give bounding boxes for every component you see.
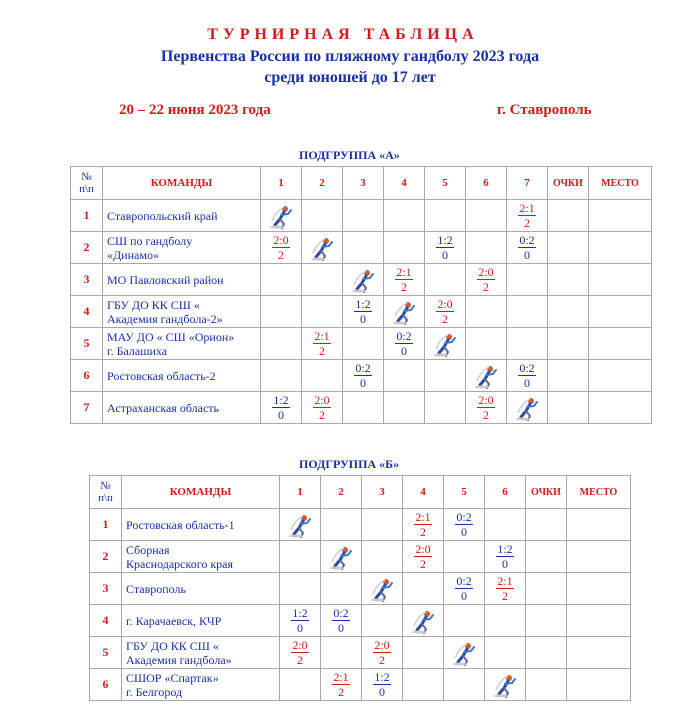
match-score — [354, 361, 371, 390]
match-score-value: 2:1 — [396, 264, 412, 279]
team-name — [103, 200, 261, 232]
team-name-line: СШОР «Спартак» — [126, 670, 219, 685]
match-result-cell — [403, 509, 444, 541]
self-match-cell — [261, 200, 302, 232]
empty-cell — [362, 509, 403, 541]
match-score-value: 0:2 — [333, 605, 349, 620]
match-score — [455, 510, 472, 539]
match-score-value: 2:1 — [314, 328, 330, 343]
match-points-value: 0 — [401, 343, 407, 358]
team-name — [122, 605, 280, 637]
row-number: 2 — [71, 232, 103, 264]
row-number: 1 — [71, 200, 103, 232]
place-cell — [589, 360, 652, 392]
team-name — [103, 392, 261, 424]
column-header-teams: КОМАНДЫ — [122, 476, 280, 509]
place-cell — [589, 200, 652, 232]
match-points-value: 2 — [319, 343, 325, 358]
team-name — [103, 232, 261, 264]
table-row — [90, 541, 631, 573]
self-match-cell — [466, 360, 507, 392]
column-header-points: ОЧКИ — [526, 476, 567, 509]
empty-cell — [280, 669, 321, 701]
row-number: 3 — [90, 573, 122, 605]
match-result-cell — [485, 541, 526, 573]
match-score-value: 2:0 — [437, 296, 453, 311]
team-name-line: Ставропольский край — [107, 208, 218, 223]
match-score-value: 1:2 — [273, 392, 289, 407]
table-row — [71, 392, 652, 424]
self-match-cell — [362, 573, 403, 605]
team-name-line: Ростовская область-2 — [107, 368, 216, 383]
column-header-place: МЕСТО — [589, 167, 652, 200]
team-name-line: МО Павловский район — [107, 272, 224, 287]
column-header-number-line2: п\п — [79, 183, 94, 195]
team-name-line: г. Балашиха — [107, 343, 168, 358]
self-match-cell — [302, 232, 343, 264]
match-result-cell — [261, 232, 302, 264]
empty-cell — [302, 200, 343, 232]
match-score — [272, 393, 289, 422]
place-cell — [567, 605, 631, 637]
row-number: 1 — [90, 509, 122, 541]
self-match-cell — [485, 669, 526, 701]
empty-cell — [302, 264, 343, 296]
match-result-cell — [343, 360, 384, 392]
empty-cell — [302, 360, 343, 392]
empty-cell — [343, 328, 384, 360]
match-score-value: 0:2 — [456, 509, 472, 524]
empty-cell — [261, 296, 302, 328]
match-points-value: 2 — [420, 556, 426, 571]
match-points-value: 2 — [338, 684, 344, 699]
handball-player-icon — [432, 331, 458, 357]
team-name — [122, 509, 280, 541]
points-cell — [548, 296, 589, 328]
team-name — [103, 264, 261, 296]
empty-cell — [384, 392, 425, 424]
team-name — [122, 541, 280, 573]
match-score — [291, 606, 308, 635]
empty-cell — [403, 573, 444, 605]
handball-player-icon — [309, 235, 335, 261]
empty-cell — [321, 637, 362, 669]
match-points-value: 0 — [360, 375, 366, 390]
city: г. Ставрополь — [497, 102, 592, 118]
row-number: 7 — [71, 392, 103, 424]
table-row — [90, 509, 631, 541]
match-score-value: 2:0 — [314, 392, 330, 407]
match-points-value: 0 — [278, 407, 284, 422]
match-score — [455, 574, 472, 603]
match-points-value: 2 — [483, 407, 489, 422]
empty-cell — [343, 200, 384, 232]
row-number: 5 — [71, 328, 103, 360]
match-score-value: 2:1 — [519, 200, 535, 215]
match-result-cell — [425, 232, 466, 264]
team-name-line: ГБУ ДО КК СШ « — [126, 638, 219, 653]
empty-cell — [343, 232, 384, 264]
match-points-value: 0 — [524, 247, 530, 262]
handball-player-icon — [350, 267, 376, 293]
table-row — [90, 605, 631, 637]
match-result-cell — [384, 264, 425, 296]
column-header-number-line2: п\п — [98, 492, 113, 504]
match-score — [436, 233, 453, 262]
points-cell — [548, 360, 589, 392]
empty-cell — [362, 541, 403, 573]
self-match-cell — [425, 328, 466, 360]
match-score-value: 1:2 — [292, 605, 308, 620]
self-match-cell — [507, 392, 548, 424]
match-score — [354, 297, 371, 326]
match-score-value: 0:2 — [519, 232, 535, 247]
self-match-cell — [444, 637, 485, 669]
match-score — [395, 329, 412, 358]
team-name-line: Ставрополь — [126, 581, 186, 596]
match-score — [373, 670, 390, 699]
column-header-number — [90, 476, 122, 509]
table-row — [71, 264, 652, 296]
match-score-value: 2:0 — [478, 264, 494, 279]
place-cell — [567, 637, 631, 669]
team-name-line: г. Белгород — [126, 684, 183, 699]
match-points-value: 0 — [297, 620, 303, 635]
empty-cell — [362, 605, 403, 637]
empty-cell — [302, 296, 343, 328]
match-points-value: 2 — [524, 215, 530, 230]
match-points-value: 2 — [442, 311, 448, 326]
place-cell — [589, 264, 652, 296]
team-name — [122, 669, 280, 701]
column-header-opponent-5: 5 — [444, 476, 485, 509]
match-score — [272, 233, 289, 262]
dates: 20 – 22 июня 2023 года — [119, 102, 271, 118]
match-score — [518, 361, 535, 390]
column-header-opponent-7: 7 — [507, 167, 548, 200]
empty-cell — [466, 296, 507, 328]
row-number: 6 — [71, 360, 103, 392]
empty-cell — [384, 360, 425, 392]
handball-player-icon — [268, 203, 294, 229]
table-row — [71, 360, 652, 392]
empty-cell — [466, 232, 507, 264]
row-number: 4 — [71, 296, 103, 328]
header-row — [90, 476, 631, 509]
place-cell — [589, 296, 652, 328]
table-row — [71, 328, 652, 360]
points-cell — [526, 637, 567, 669]
match-points-value: 2 — [379, 652, 385, 667]
match-score — [332, 606, 349, 635]
row-number: 6 — [90, 669, 122, 701]
match-score — [373, 638, 390, 667]
match-result-cell — [507, 360, 548, 392]
empty-cell — [485, 605, 526, 637]
match-score — [518, 233, 535, 262]
page-title: ТУРНИРНАЯ ТАБЛИЦА — [207, 26, 479, 43]
place-cell — [567, 541, 631, 573]
match-score — [395, 265, 412, 294]
subtitle-age: среди юношей до 17 лет — [264, 69, 436, 86]
column-header-place: МЕСТО — [567, 476, 631, 509]
match-result-cell — [507, 232, 548, 264]
place-cell — [567, 509, 631, 541]
team-name-line: Краснодарского края — [126, 556, 234, 571]
empty-cell — [425, 200, 466, 232]
empty-cell — [425, 264, 466, 296]
match-result-cell — [343, 296, 384, 328]
handball-player-icon — [391, 299, 417, 325]
match-points-value: 0 — [461, 524, 467, 539]
handball-player-icon — [492, 672, 518, 698]
match-result-cell — [466, 392, 507, 424]
match-score — [477, 265, 494, 294]
empty-cell — [280, 541, 321, 573]
table-row — [90, 669, 631, 701]
match-score — [496, 542, 513, 571]
team-name — [122, 573, 280, 605]
handball-player-icon — [328, 544, 354, 570]
column-header-number-line1: № — [81, 171, 92, 183]
empty-cell — [485, 637, 526, 669]
group-a-title: ПОДГРУППА «А» — [299, 148, 400, 162]
points-cell — [526, 541, 567, 573]
self-match-cell — [343, 264, 384, 296]
row-number: 2 — [90, 541, 122, 573]
team-name-line: г. Карачаевск, КЧР — [126, 613, 222, 628]
match-score-value: 0:2 — [456, 573, 472, 588]
match-score — [291, 638, 308, 667]
table-row — [90, 637, 631, 669]
self-match-cell — [321, 541, 362, 573]
team-name-line: Астраханская область — [107, 400, 219, 415]
match-result-cell — [362, 669, 403, 701]
empty-cell — [280, 573, 321, 605]
match-result-cell — [362, 637, 403, 669]
match-score-value: 2:0 — [415, 541, 431, 556]
self-match-cell — [280, 509, 321, 541]
empty-cell — [261, 264, 302, 296]
points-cell — [548, 200, 589, 232]
column-header-opponent-2: 2 — [302, 167, 343, 200]
match-points-value: 2 — [420, 524, 426, 539]
match-score-value: 2:1 — [497, 573, 513, 588]
row-number: 3 — [71, 264, 103, 296]
match-points-value: 2 — [297, 652, 303, 667]
handball-player-icon — [287, 512, 313, 538]
table-row — [71, 296, 652, 328]
match-score-value: 2:1 — [333, 669, 349, 684]
team-name — [103, 328, 261, 360]
match-result-cell — [507, 200, 548, 232]
match-score — [313, 393, 330, 422]
empty-cell — [384, 200, 425, 232]
match-points-value: 0 — [442, 247, 448, 262]
match-score — [496, 574, 513, 603]
empty-cell — [425, 360, 466, 392]
match-points-value: 0 — [338, 620, 344, 635]
column-header-number — [71, 167, 103, 200]
points-cell — [548, 264, 589, 296]
team-name-line: Сборная — [126, 542, 170, 557]
points-cell — [548, 392, 589, 424]
match-points-value: 2 — [483, 279, 489, 294]
match-points-value: 2 — [278, 247, 284, 262]
subtitle-championship: Первенства России по пляжному гандболу 2023 года — [160, 48, 540, 65]
match-points-value: 2 — [319, 407, 325, 422]
match-result-cell — [444, 509, 485, 541]
empty-cell — [261, 328, 302, 360]
empty-cell — [466, 328, 507, 360]
empty-cell — [507, 264, 548, 296]
match-score — [313, 329, 330, 358]
empty-cell — [444, 669, 485, 701]
match-score-value: 1:2 — [355, 296, 371, 311]
match-result-cell — [280, 605, 321, 637]
team-name-line: Ростовская область-1 — [126, 517, 235, 532]
group-b-title: ПОДГРУППА «Б» — [299, 457, 400, 471]
points-cell — [548, 232, 589, 264]
match-points-value: 0 — [379, 684, 385, 699]
match-result-cell — [302, 328, 343, 360]
team-name-line: МАУ ДО « СШ «Орион» — [107, 329, 235, 344]
column-header-opponent-4: 4 — [403, 476, 444, 509]
empty-cell — [343, 392, 384, 424]
match-score-value: 2:0 — [478, 392, 494, 407]
place-cell — [567, 669, 631, 701]
match-points-value: 2 — [502, 588, 508, 603]
empty-cell — [485, 509, 526, 541]
empty-cell — [403, 669, 444, 701]
empty-cell — [444, 605, 485, 637]
match-score — [436, 297, 453, 326]
match-score — [414, 510, 431, 539]
match-score-value: 2:0 — [374, 637, 390, 652]
match-score — [518, 201, 535, 230]
match-score-value: 2:1 — [415, 509, 431, 524]
column-header-number-line1: № — [100, 480, 111, 492]
match-score-value: 1:2 — [497, 541, 513, 556]
empty-cell — [466, 200, 507, 232]
place-cell — [567, 573, 631, 605]
match-points-value: 0 — [502, 556, 508, 571]
match-result-cell — [466, 264, 507, 296]
match-result-cell — [403, 541, 444, 573]
self-match-cell — [384, 296, 425, 328]
place-cell — [589, 232, 652, 264]
column-header-opponent-3: 3 — [362, 476, 403, 509]
place-cell — [589, 328, 652, 360]
points-cell — [526, 605, 567, 637]
table-row — [71, 232, 652, 264]
handball-player-icon — [451, 640, 477, 666]
row-number: 5 — [90, 637, 122, 669]
match-result-cell — [321, 669, 362, 701]
handball-player-icon — [514, 395, 540, 421]
team-name — [103, 360, 261, 392]
match-score-value: 0:2 — [519, 360, 535, 375]
match-score — [477, 393, 494, 422]
column-header-opponent-2: 2 — [321, 476, 362, 509]
match-result-cell — [444, 573, 485, 605]
empty-cell — [444, 541, 485, 573]
team-name-line: Академия гандбола» — [126, 652, 232, 667]
empty-cell — [384, 232, 425, 264]
match-result-cell — [485, 573, 526, 605]
column-header-opponent-4: 4 — [384, 167, 425, 200]
points-cell — [526, 509, 567, 541]
empty-cell — [321, 573, 362, 605]
empty-cell — [507, 296, 548, 328]
match-score-value: 2:0 — [273, 232, 289, 247]
group-b-table — [89, 475, 631, 701]
points-cell — [548, 328, 589, 360]
match-score-value: 0:2 — [396, 328, 412, 343]
match-result-cell — [302, 392, 343, 424]
group-a-table — [70, 166, 652, 424]
match-result-cell — [280, 637, 321, 669]
match-result-cell — [261, 392, 302, 424]
match-points-value: 2 — [401, 279, 407, 294]
match-score — [414, 542, 431, 571]
column-header-opponent-5: 5 — [425, 167, 466, 200]
team-name-line: СШ по гандболу — [107, 233, 193, 248]
team-name — [103, 296, 261, 328]
column-header-points: ОЧКИ — [548, 167, 589, 200]
column-header-opponent-3: 3 — [343, 167, 384, 200]
points-cell — [526, 669, 567, 701]
match-score-value: 0:2 — [355, 360, 371, 375]
table-row — [71, 200, 652, 232]
handball-player-icon — [369, 576, 395, 602]
match-points-value: 0 — [461, 588, 467, 603]
match-result-cell — [384, 328, 425, 360]
column-header-opponent-1: 1 — [280, 476, 321, 509]
empty-cell — [321, 509, 362, 541]
column-header-opponent-6: 6 — [485, 476, 526, 509]
match-points-value: 0 — [524, 375, 530, 390]
match-score-value: 2:0 — [292, 637, 308, 652]
self-match-cell — [403, 605, 444, 637]
row-number: 4 — [90, 605, 122, 637]
match-result-cell — [321, 605, 362, 637]
empty-cell — [507, 328, 548, 360]
match-score — [332, 670, 349, 699]
team-name — [122, 637, 280, 669]
column-header-opponent-6: 6 — [466, 167, 507, 200]
points-cell — [526, 573, 567, 605]
empty-cell — [425, 392, 466, 424]
team-name-line: ГБУ ДО КК СШ « — [107, 297, 200, 312]
column-header-opponent-1: 1 — [261, 167, 302, 200]
match-result-cell — [425, 296, 466, 328]
handball-player-icon — [473, 363, 499, 389]
team-name-line: Академия гандбола-2» — [107, 311, 223, 326]
place-cell — [589, 392, 652, 424]
team-name-line: «Динамо» — [107, 247, 159, 262]
match-points-value: 0 — [360, 311, 366, 326]
table-row — [90, 573, 631, 605]
empty-cell — [403, 637, 444, 669]
empty-cell — [261, 360, 302, 392]
handball-player-icon — [410, 608, 436, 634]
header-row — [71, 167, 652, 200]
match-score-value: 1:2 — [374, 669, 390, 684]
column-header-teams: КОМАНДЫ — [103, 167, 261, 200]
match-score-value: 1:2 — [437, 232, 453, 247]
